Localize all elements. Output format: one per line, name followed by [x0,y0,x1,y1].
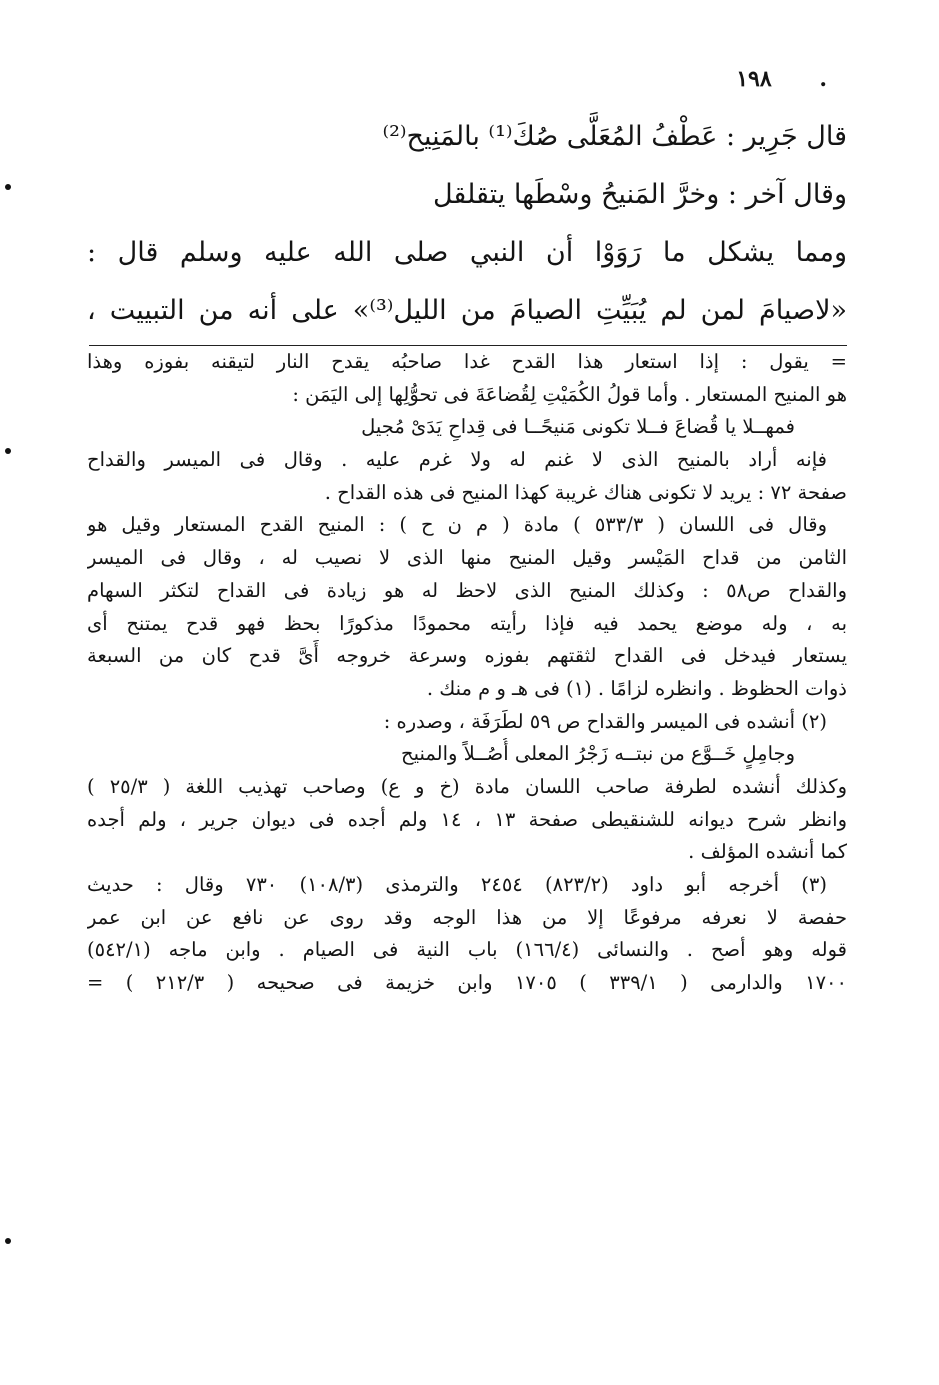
verse-jarir: قال جَرِير : عَطْفُ المُعَلَّى صُكَ⁽¹⁾ بالمَنِيح⁽²⁾ [382,121,847,152]
footnote-line: ذوات الحظوظ . وانظره لزامًا . (١) فى هـ و م منك . [426,676,847,700]
page-number-dot: . [819,66,827,92]
footnote-line: صفحة ٧٢ : يريد لا تكونى هناك غريبة كهذا المنيح فى هذه القداح . [324,480,847,504]
footnote-verse-tarafa: وجامِلٍ خَــوَّع من نبتــه زَجْرُ المعلى أُصُــلاً والمنيح [401,742,795,766]
footnote-line: يستعار فيدخل فى القداح لثقتهم بفوزه وسرعة خروجه أَىَّ قدح كان من السبعة [87,644,847,668]
footnote-line: وانظر شرح ديوانه للشنقيطى صفحة ١٣ ، ١٤ ولم أجده فى ديوان جرير ، ولم أجده [87,807,847,831]
hadith-line: «لاصيامَ لمن لم يُبَيِّتِ الصيامَ من الليل⁽³⁾» على أنه من التبييت ، [87,295,847,326]
footnote-line: به ، وله موضع يحمد فيه فإذا رأيته محمودًا مذكورًا بحظ فهو قدح يمتنح أى [87,611,847,635]
footnote-line: كما أنشده المؤلف . [688,840,847,864]
main-paragraph-line: ومما يشكل ما رَوَوْا أن النبي صلى الله عليه وسلم قال : [87,237,847,268]
page-number [736,66,827,92]
footnote-line: هو المنيح المستعار . وأما قولُ الكُمَيْتِ لِقُضاعَةَ فى تحوُّلِها إلى اليَمَن : [292,382,847,406]
footnote-line: الثامن من قداح المَيْسر وقيل المنيح منها الذى لا نصيب له ، وقال فى الميسر [87,546,847,570]
footnote-2-heading: (٢) أنشده فى الميسر والقداح ص ٥٩ لطَرَفَة ، وصدره : [383,709,827,733]
footnote-line: والقداح ص٥٨ : وكذلك المنيح الذى لاحظ له هو زيادة فى القداح لتكثر السهام [87,578,847,602]
margin-mark [5,1238,11,1244]
margin-mark [5,184,11,190]
footnote-line: وكذلك أنشده لطرفة صاحب اللسان مادة (خ و ع) وصاحب تهذيب اللغة ( ٢٥/٣ ) [87,774,847,798]
footnote-line: وقال فى اللسان ( ٥٣٣/٣ ) مادة ( م ن ح ) : المنيح القدح المستعار وقيل هو [87,513,828,537]
footnote-line: حفصة لا نعرفه مرفوعًا إلا من هذا الوجه وقد روى عن نافع عن ابن عمر [87,905,847,929]
footnote-line: قوله وهو أصح . والنسائى (١٦٦/٤) باب النية فى الصيام . وابن ماجه (٥٤٢/١) [87,938,847,962]
footnote-verse-kumayt: فمهــلا يا قُضاعَ فــلا تكونى مَنيحًــا فى قِداحِ يَدَىْ مُجيل [361,415,795,439]
main-text [87,108,847,340]
footnote-line: فإنه أراد بالمنيح الذى لا غنم له ولا غرم عليه . وقال فى الميسر والقداح [87,448,827,472]
footnote-3-heading: (٣) أخرجه أبو داود (٨٢٣/٢) ٢٤٥٤ والترمذى (١٠٨/٣) ٧٣٠ وقال : حديث [87,873,827,896]
margin-mark [5,448,11,454]
verse-other-poet: وقال آخر : وخرَّ المَنيحُ وسْطَها يتقلقل [432,179,847,210]
page-number-value: ١٩٨ [736,66,772,92]
footnote-line: = يقول : إذا استعار هذا القدح غدا صاحبُه يقدح النار لتيقنه بفوزه وهذا [87,350,847,373]
footnote-line: ١٧٠٠ والدارمى ( ٣٣٩/١ ) ١٧٠٥ وابن خزيمة فى صحيحه ( ٢١٢/٣ ) = [87,971,847,995]
footnotes [87,346,847,1000]
